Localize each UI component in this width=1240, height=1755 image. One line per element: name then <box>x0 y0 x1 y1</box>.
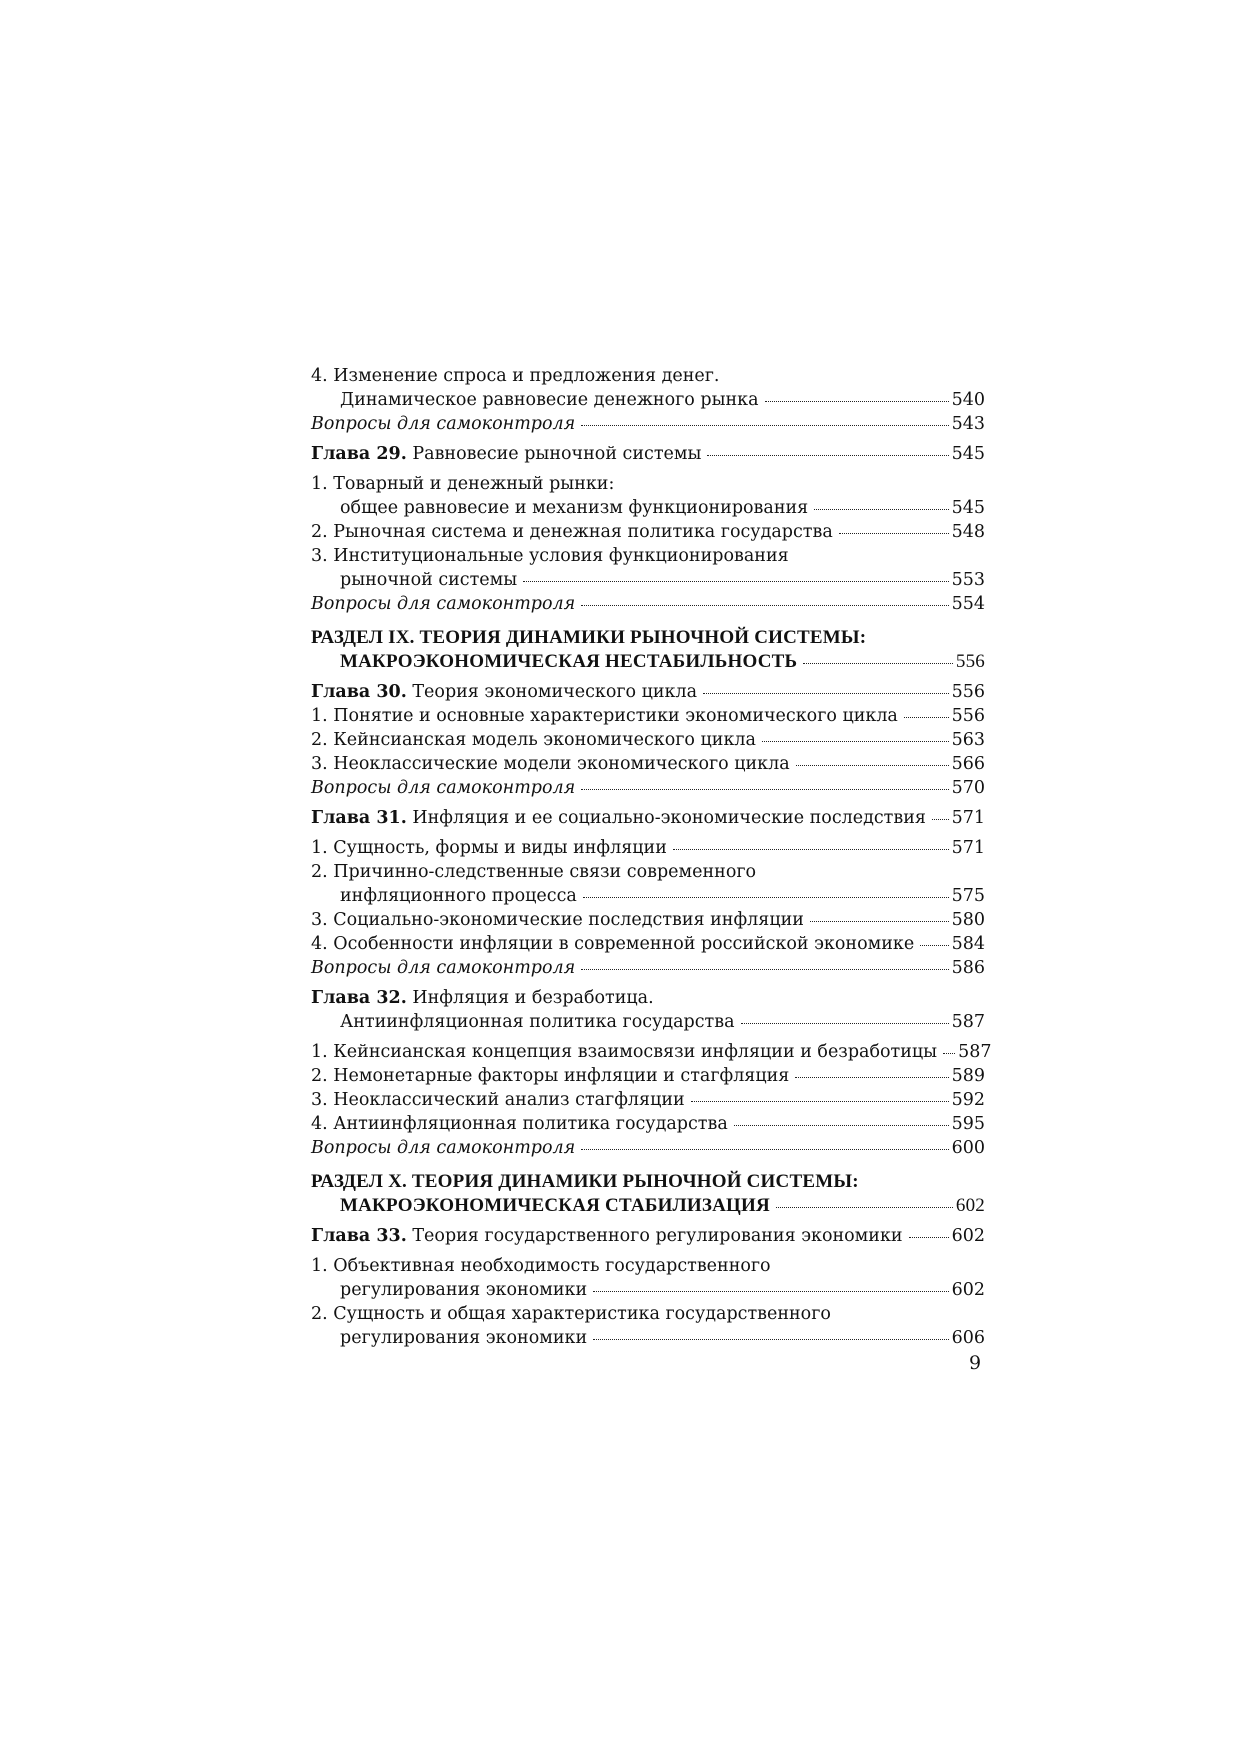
toc-entry-title: Вопросы для самоконтроля <box>311 778 576 798</box>
leader-dots <box>581 969 948 970</box>
toc-page-number: 556 <box>951 706 985 726</box>
toc-entry[interactable] <box>311 1088 985 1112</box>
toc-entry-title: инфляционного процесса <box>340 886 577 906</box>
leader-dots <box>795 1077 948 1078</box>
toc-entry[interactable] <box>311 932 985 956</box>
toc-entry-title: 2. Немонетарные факторы инфляции и стагфляция <box>311 1066 790 1086</box>
leader-dots <box>593 1291 948 1292</box>
toc-entry-line: 4. Изменение спроса и предложения денег. <box>311 366 720 386</box>
toc-page-number: 586 <box>951 958 985 978</box>
toc-page-number: 545 <box>951 498 985 518</box>
toc-entry[interactable] <box>311 520 985 544</box>
toc-page-number: 602 <box>951 1280 985 1300</box>
section-heading-title: МАКРОЭКОНОМИЧЕСКАЯ СТАБИЛИЗАЦИЯ <box>340 1195 770 1216</box>
toc-entry-title: 4. Особенности инфляции в современной российской экономике <box>311 934 915 954</box>
toc-entry[interactable] <box>311 592 985 616</box>
section-heading: РАЗДЕЛ IX. ТЕОРИЯ ДИНАМИКИ РЫНОЧНОЙ СИСТЕМЫ: <box>311 627 867 648</box>
chapter-title: Инфляция и ее социально-экономические последствия <box>406 808 926 828</box>
toc-entry[interactable] <box>311 728 985 752</box>
section-heading-title: МАКРОЭКОНОМИЧЕСКАЯ НЕСТАБИЛЬНОСТЬ <box>340 651 798 672</box>
toc-entry-title <box>311 442 701 466</box>
leader-dots <box>734 1125 949 1126</box>
toc-chapter-entry[interactable] <box>311 1010 985 1034</box>
leader-dots <box>765 401 949 402</box>
leader-dots <box>762 741 949 742</box>
leader-dots <box>581 605 948 606</box>
leader-dots <box>932 819 949 820</box>
toc-entry[interactable] <box>311 908 985 932</box>
leader-dots <box>583 897 949 898</box>
leader-dots <box>703 693 949 694</box>
leader-dots <box>776 1207 953 1208</box>
chapter-title: Теория государственного регулирования экономики <box>406 1226 903 1246</box>
toc-page-number: 589 <box>951 1066 985 1086</box>
toc-entry[interactable] <box>311 1136 985 1160</box>
leader-dots <box>943 1053 955 1054</box>
toc-page-number: 592 <box>951 1090 985 1110</box>
toc-entry-title: 1. Понятие и основные характеристики экономического цикла <box>311 706 898 726</box>
toc-chapter-entry[interactable] <box>311 680 985 704</box>
toc-entry-title <box>311 680 697 704</box>
chapter-label: Глава 31. <box>311 808 407 828</box>
leader-dots <box>593 1339 948 1340</box>
chapter-label: Глава 30. <box>311 682 407 702</box>
toc-page-number: 545 <box>951 444 985 464</box>
toc-page-number: 587 <box>951 1012 985 1032</box>
toc-entry[interactable] <box>311 884 985 908</box>
toc-page-number: 554 <box>951 594 985 614</box>
chapter-label: Глава 29. <box>311 444 407 464</box>
toc-page-number: 540 <box>951 390 985 410</box>
toc-page-number: 566 <box>951 754 985 774</box>
toc-entry[interactable] <box>311 1064 985 1088</box>
leader-dots <box>810 921 949 922</box>
toc-page-number: 556 <box>955 651 985 672</box>
toc-entry[interactable] <box>311 568 985 592</box>
toc-entry-title: рыночной системы <box>340 570 518 590</box>
leader-dots <box>920 945 948 946</box>
toc-entry[interactable] <box>311 1278 985 1302</box>
toc-entry-title: 4. Антиинфляционная политика государства <box>311 1114 728 1134</box>
toc-entry-title: регулирования экономики <box>340 1328 588 1348</box>
leader-dots <box>691 1101 949 1102</box>
toc-entry-title <box>311 1224 903 1248</box>
leader-dots <box>839 533 949 534</box>
leader-dots <box>904 717 949 718</box>
toc-page-number: 602 <box>951 1226 985 1246</box>
toc-entry-line: 1. Товарный и денежный рынки: <box>311 474 615 494</box>
toc-entry-line: 3. Институциональные условия функционирования <box>311 546 789 566</box>
toc-page-number: 570 <box>951 778 985 798</box>
chapter-label: Глава 33. <box>311 1226 407 1246</box>
toc-page-number: 595 <box>951 1114 985 1134</box>
toc-entry-title: регулирования экономики <box>340 1280 588 1300</box>
leader-dots <box>796 765 949 766</box>
toc-entry-title: Вопросы для самоконтроля <box>311 1138 576 1158</box>
leader-dots <box>581 1149 948 1150</box>
toc-entry-title: 3. Неоклассический анализ стагфляции <box>311 1090 685 1110</box>
toc-page-number: 580 <box>951 910 985 930</box>
leader-dots <box>814 509 948 510</box>
toc-entry[interactable] <box>311 412 985 436</box>
toc-chapter-entry[interactable] <box>311 806 985 830</box>
chapter-title: Инфляция и безработица. <box>406 988 654 1008</box>
toc-entry[interactable] <box>311 752 985 776</box>
toc-page-number: 571 <box>951 838 985 858</box>
toc-entry[interactable] <box>311 704 985 728</box>
toc-entry-title: Вопросы для самоконтроля <box>311 594 576 614</box>
toc-entry-title: 2. Кейнсианская модель экономического цикла <box>311 730 756 750</box>
chapter-title: Теория экономического цикла <box>406 682 698 702</box>
toc-section-entry[interactable] <box>311 1194 985 1218</box>
chapter-title: Равновесие рыночной системы <box>406 444 702 464</box>
toc-chapter-entry[interactable] <box>311 442 985 466</box>
toc-page-number: 587 <box>958 1042 992 1062</box>
toc-entry-title: Антиинфляционная политика государства <box>340 1012 735 1032</box>
toc-page-number: 600 <box>951 1138 985 1158</box>
toc-page-number: 556 <box>951 682 985 702</box>
toc-entry-line: 2. Причинно-следственные связи современного <box>311 862 757 882</box>
page-number: 9 <box>969 1352 982 1374</box>
toc-entry-title: Вопросы для самоконтроля <box>311 958 576 978</box>
toc-entry-title: 1. Сущность, формы и виды инфляции <box>311 838 667 858</box>
toc-entry-title <box>311 806 926 830</box>
section-heading: РАЗДЕЛ X. ТЕОРИЯ ДИНАМИКИ РЫНОЧНОЙ СИСТЕМЫ: <box>311 1171 859 1192</box>
toc-page-number: 543 <box>951 414 985 434</box>
toc-page-number: 553 <box>951 570 985 590</box>
leader-dots <box>581 789 948 790</box>
toc-entry-line: 2. Сущность и общая характеристика государственного <box>311 1304 831 1324</box>
toc-entry[interactable] <box>311 956 985 980</box>
toc-section-entry[interactable] <box>311 650 985 674</box>
toc-chapter-entry[interactable] <box>311 1224 985 1248</box>
toc-entry-line: 1. Объективная необходимость государственного <box>311 1256 771 1276</box>
toc-entry-title: 1. Кейнсианская концепция взаимосвязи инфляции и безработицы <box>311 1042 938 1062</box>
toc-entry[interactable] <box>311 1326 985 1350</box>
toc-entry[interactable] <box>311 496 985 520</box>
toc-page-number: 575 <box>951 886 985 906</box>
chapter-label: Глава 32. <box>311 988 407 1008</box>
toc-page-number: 548 <box>951 522 985 542</box>
leader-dots <box>581 425 948 426</box>
toc-chapter-line <box>311 986 985 1010</box>
leader-dots <box>909 1237 949 1238</box>
toc-entry[interactable] <box>311 1040 992 1064</box>
leader-dots <box>803 663 953 664</box>
toc-page-number: 606 <box>951 1328 985 1348</box>
toc-page-number: 563 <box>951 730 985 750</box>
leader-dots <box>523 581 948 582</box>
table-of-contents <box>311 364 992 1350</box>
toc-entry-title: 2. Рыночная система и денежная политика государства <box>311 522 833 542</box>
toc-entry-title: общее равновесие и механизм функционирования <box>340 498 809 518</box>
toc-entry-title: 3. Неоклассические модели экономического цикла <box>311 754 790 774</box>
toc-entry[interactable] <box>311 1112 985 1136</box>
toc-entry[interactable] <box>311 388 985 412</box>
toc-entry[interactable] <box>311 836 985 860</box>
leader-dots <box>673 849 949 850</box>
toc-entry-title: Динамическое равновесие денежного рынка <box>340 390 759 410</box>
toc-entry-title: Вопросы для самоконтроля <box>311 414 576 434</box>
leader-dots <box>741 1023 949 1024</box>
toc-entry[interactable] <box>311 776 985 800</box>
toc-entry-title: 3. Социально-экономические последствия инфляции <box>311 910 804 930</box>
toc-page-number: 602 <box>955 1195 985 1216</box>
toc-page-number: 571 <box>951 808 985 828</box>
leader-dots <box>707 455 948 456</box>
toc-page-number: 584 <box>951 934 985 954</box>
